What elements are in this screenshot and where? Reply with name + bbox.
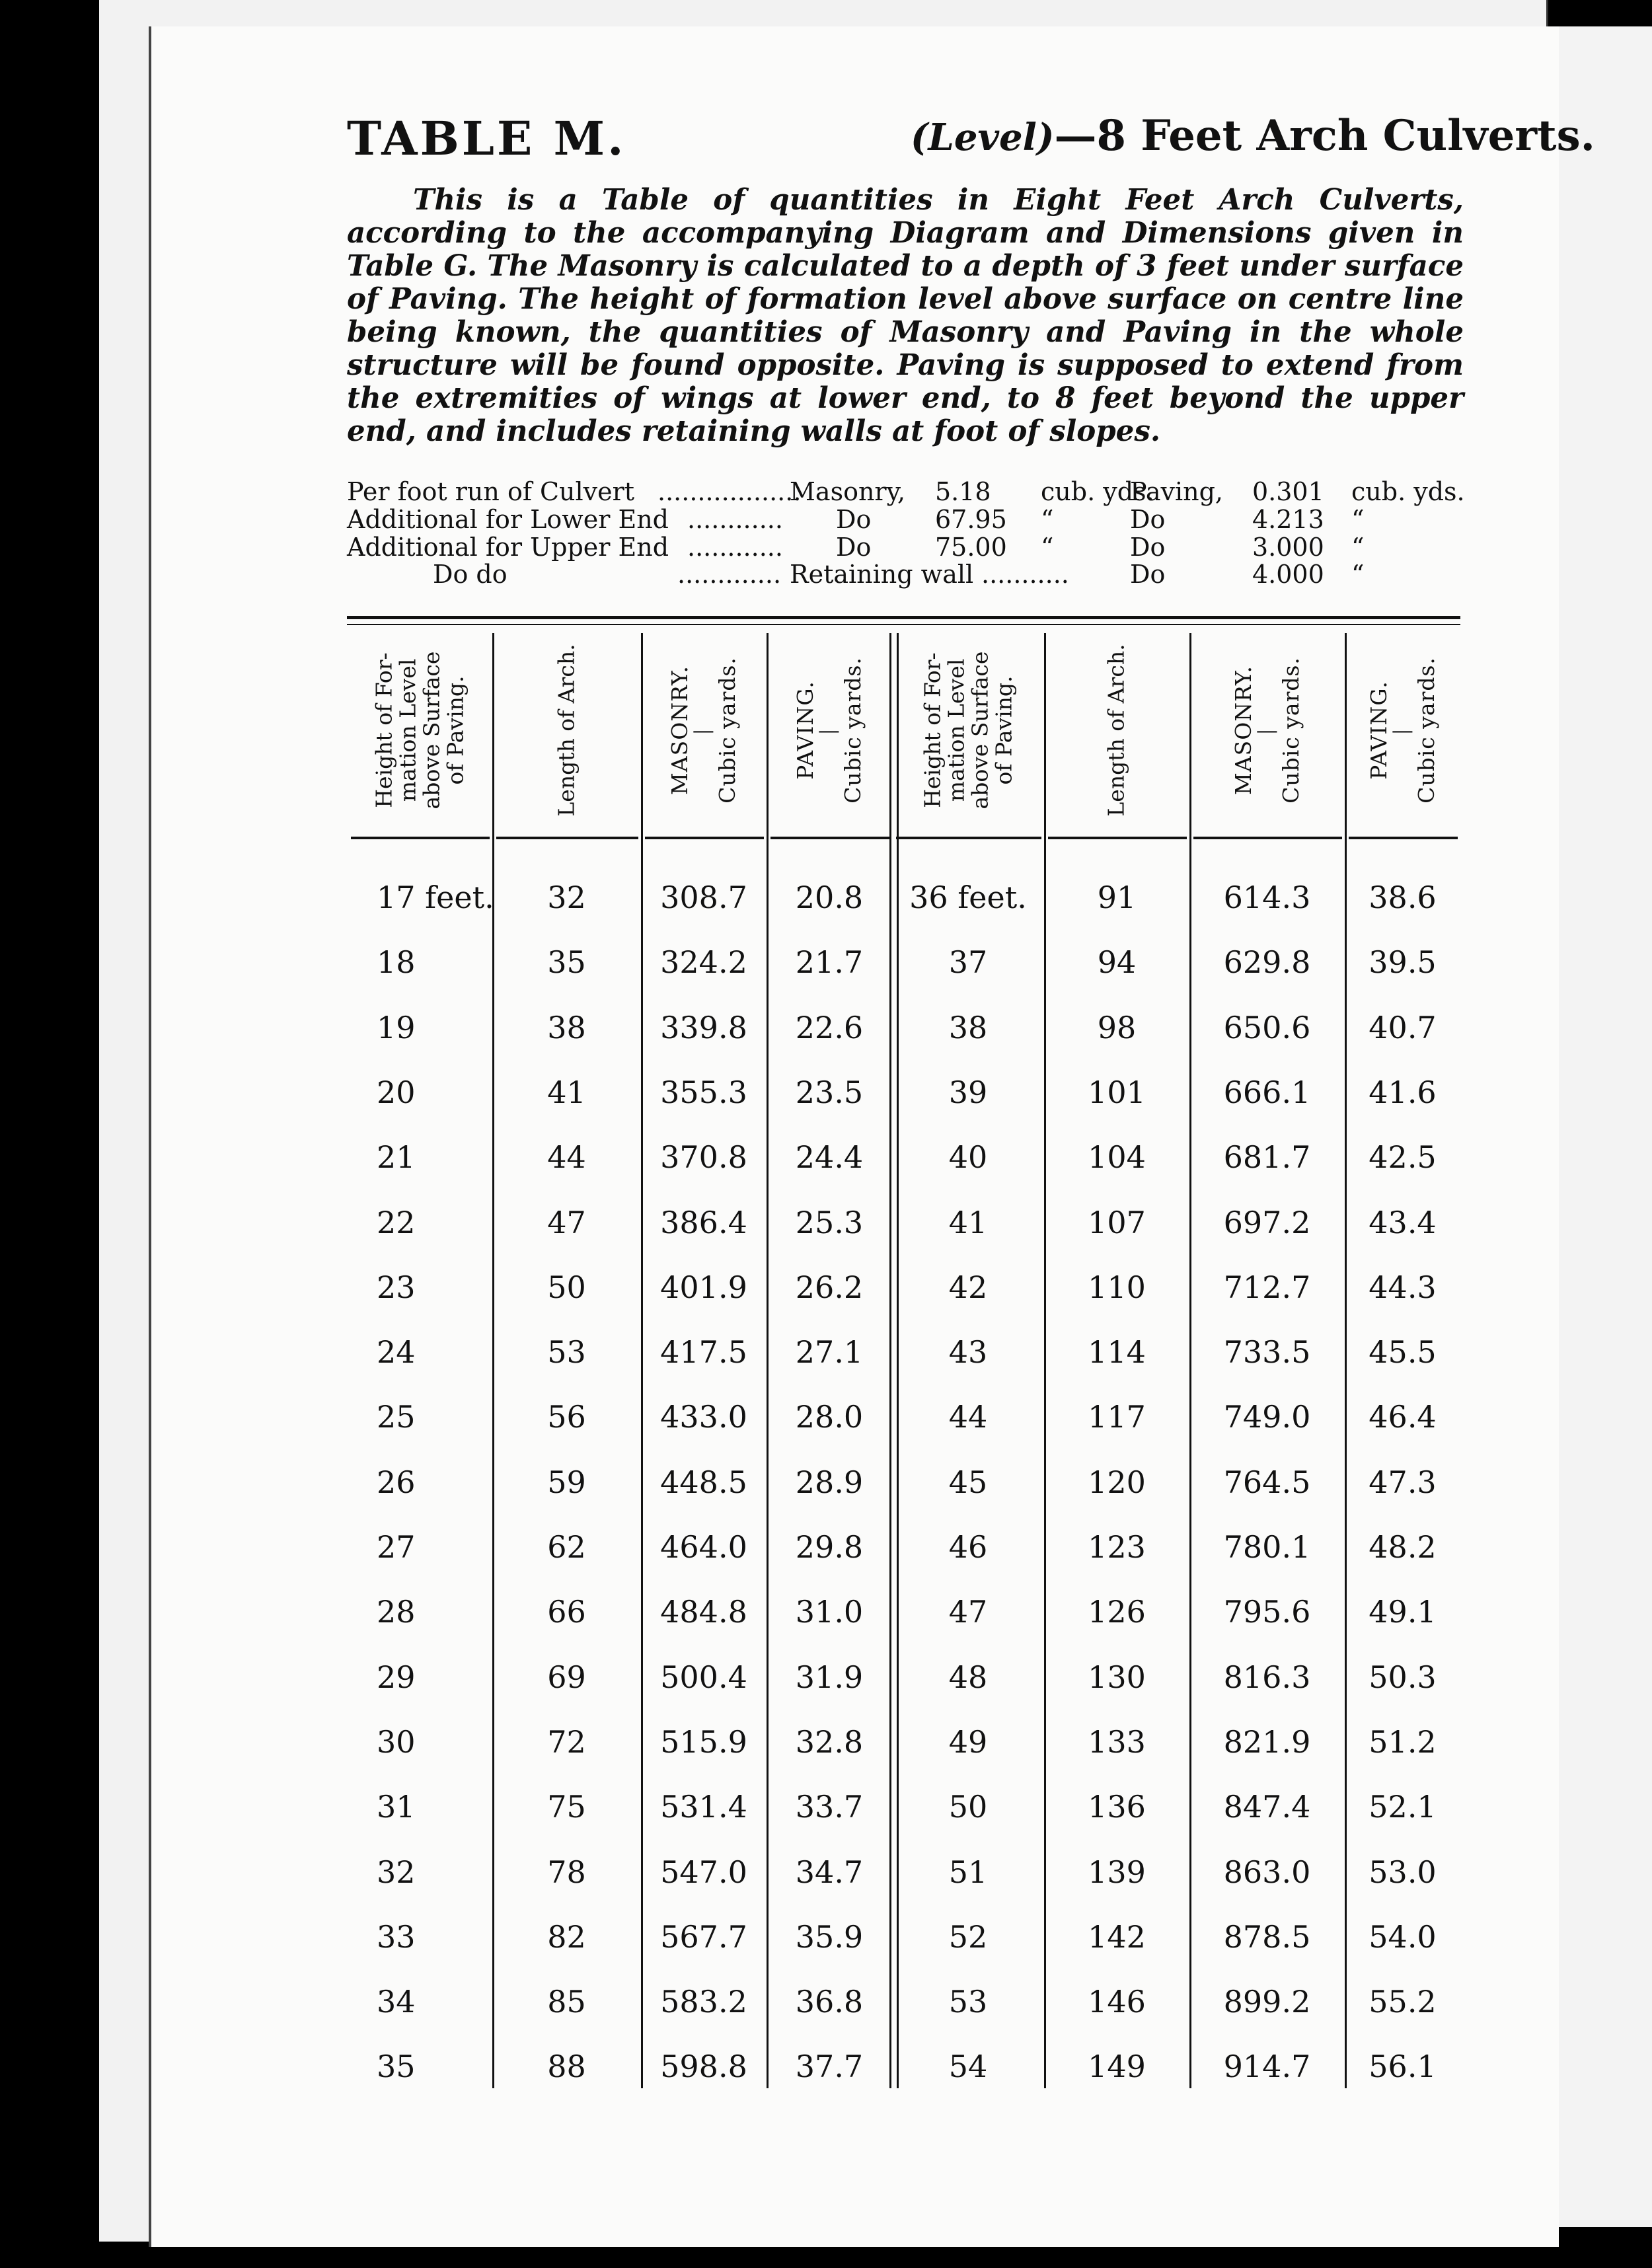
- height-cell: 41: [948, 1204, 988, 1240]
- height-cell: 49: [948, 1723, 988, 1760]
- facing-page-edge: [1553, 26, 1652, 2227]
- masonry-cell: 847.4: [1223, 1789, 1311, 1825]
- masonry-cell: 697.2: [1223, 1204, 1311, 1240]
- quantity-punit: cub. yds.: [1351, 477, 1465, 506]
- length-cell: 62: [547, 1529, 586, 1565]
- length-cell: 69: [547, 1659, 586, 1695]
- quantity-plabel: Do: [1130, 533, 1166, 562]
- height-cell: 34: [377, 1984, 416, 2020]
- header-length: [1044, 628, 1189, 833]
- height-cell: 24: [377, 1334, 416, 1371]
- paving-cell: 29.8: [795, 1529, 864, 1565]
- quantity-mlabel: Do: [836, 505, 872, 534]
- masonry-cell: 386.4: [660, 1204, 747, 1240]
- masonry-cell: 370.8: [660, 1139, 747, 1176]
- masonry-cell: 417.5: [660, 1334, 747, 1371]
- length-cell: 94: [1097, 944, 1137, 981]
- height-cell: 51: [948, 1854, 988, 1890]
- masonry-cell: 878.5: [1223, 1918, 1311, 1955]
- length-cell: 120: [1088, 1464, 1146, 1500]
- length-cell: 56: [547, 1399, 586, 1435]
- masonry-cell: 339.8: [660, 1009, 747, 1045]
- header-underline: [496, 837, 638, 839]
- length-cell: 133: [1088, 1723, 1146, 1760]
- table-title: TABLE M.: [347, 111, 626, 166]
- length-cell: 35: [547, 944, 586, 981]
- masonry-cell: 816.3: [1223, 1659, 1311, 1695]
- quantity-mvalue: 67.95: [935, 505, 1007, 534]
- quantity-mlabel: Do: [836, 533, 872, 562]
- length-cell: 59: [547, 1464, 586, 1500]
- masonry-cell: 515.9: [660, 1723, 747, 1760]
- masonry-cell: 899.2: [1223, 1984, 1311, 2020]
- masonry-cell: 733.5: [1223, 1334, 1311, 1371]
- paving-cell: 38.6: [1369, 880, 1437, 915]
- height-cell: 25: [377, 1399, 416, 1435]
- paving-cell: 23.5: [795, 1074, 864, 1110]
- paving-cell: 41.6: [1369, 1074, 1437, 1110]
- header-underline: [645, 837, 764, 839]
- paving-cell: 54.0: [1369, 1918, 1437, 1955]
- header-dash-label: —: [818, 717, 841, 743]
- header-cubic-label: Cubic yards.: [1413, 657, 1439, 804]
- masonry-cell: 681.7: [1223, 1139, 1311, 1176]
- header-masonry-label: MASONRY.: [1230, 665, 1256, 796]
- paving-cell: 51.2: [1369, 1723, 1437, 1760]
- quantity-line: [347, 477, 1470, 506]
- height-cell: 50: [948, 1789, 988, 1825]
- paving-cell: 22.6: [795, 1009, 864, 1045]
- header-paving: [1345, 628, 1460, 833]
- paving-cell: 31.0: [795, 1594, 864, 1630]
- masonry-cell: 780.1: [1223, 1529, 1311, 1565]
- paving-cell: 27.1: [795, 1334, 864, 1371]
- header-underline: [351, 837, 490, 839]
- height-cell: 29: [377, 1659, 416, 1695]
- height-cell: 17 feet.: [377, 880, 494, 915]
- header-length: [492, 628, 641, 833]
- masonry-cell: 433.0: [660, 1399, 747, 1435]
- paving-cell: 32.8: [795, 1723, 864, 1760]
- length-cell: 44: [547, 1139, 586, 1176]
- masonry-cell: 598.8: [660, 2049, 747, 2085]
- length-cell: 98: [1097, 1009, 1137, 1045]
- quantity-leaders: ..................: [657, 477, 802, 506]
- paving-cell: 20.8: [795, 880, 864, 915]
- quantity-leaders: ............: [687, 505, 783, 534]
- masonry-cell: 531.4: [660, 1789, 747, 1825]
- header-length-text: Length of Arch.: [1104, 644, 1130, 817]
- paving-cell: 49.1: [1369, 1594, 1437, 1630]
- masonry-cell: 464.0: [660, 1529, 747, 1565]
- masonry-cell: 863.0: [1223, 1854, 1311, 1890]
- header-underline: [1349, 837, 1458, 839]
- paving-cell: 55.2: [1369, 1984, 1437, 2020]
- masonry-cell: 484.8: [660, 1594, 747, 1630]
- paving-cell: 31.9: [795, 1659, 864, 1695]
- height-cell: 19: [377, 1009, 416, 1045]
- length-cell: 53: [547, 1334, 586, 1371]
- quantity-mvalue: 5.18: [935, 477, 991, 506]
- quantity-label: Additional for Lower End: [347, 505, 669, 534]
- height-cell: 54: [948, 2049, 988, 2085]
- paving-cell: 47.3: [1369, 1464, 1437, 1500]
- masonry-cell: 914.7: [1223, 2049, 1311, 2085]
- quantity-punit: “: [1351, 560, 1365, 589]
- length-cell: 114: [1088, 1334, 1146, 1371]
- height-cell: 38: [948, 1009, 988, 1045]
- header-underline: [896, 837, 1041, 839]
- height-cell: 18: [377, 944, 416, 981]
- header-height-text: Height of For- mation Level above Surface of Paving.: [371, 651, 468, 810]
- length-cell: 149: [1088, 2049, 1146, 2085]
- height-cell: 45: [948, 1464, 988, 1500]
- quantity-line: [347, 560, 1470, 589]
- paving-cell: 52.1: [1369, 1789, 1437, 1825]
- height-cell: 39: [948, 1074, 988, 1110]
- header-height: [347, 628, 492, 833]
- height-cell: 46: [948, 1529, 988, 1565]
- paving-cell: 50.3: [1369, 1659, 1437, 1695]
- height-cell: 21: [377, 1139, 416, 1176]
- quantity-label: Do do: [433, 560, 507, 589]
- height-cell: 26: [377, 1464, 416, 1500]
- paving-cell: 26.2: [795, 1269, 864, 1305]
- header-cubic-label: Cubic yards.: [840, 657, 866, 804]
- header-masonry-text: [668, 652, 739, 809]
- paving-cell: 25.3: [795, 1204, 864, 1240]
- masonry-cell: 795.6: [1223, 1594, 1311, 1630]
- length-cell: 117: [1088, 1399, 1146, 1435]
- quantity-pvalue: 0.301: [1252, 477, 1324, 506]
- quantity-punit: “: [1351, 533, 1365, 562]
- length-cell: 130: [1088, 1659, 1146, 1695]
- length-cell: 110: [1088, 1269, 1146, 1305]
- masonry-cell: 324.2: [660, 944, 747, 981]
- header-paving-label: PAVING.: [792, 681, 819, 780]
- quantity-mlabel: Masonry,: [790, 477, 906, 506]
- height-cell: 42: [948, 1269, 988, 1305]
- paving-cell: 44.3: [1369, 1269, 1437, 1305]
- quantity-line: [347, 505, 1470, 534]
- table-top-rule: [347, 616, 1460, 619]
- header-height-text: Height of For- mation Level above Surface of Paving.: [919, 651, 1016, 810]
- table-subtitle: [911, 111, 1595, 161]
- masonry-cell: 712.7: [1223, 1269, 1311, 1305]
- header-masonry: [1189, 628, 1345, 833]
- header-paving-text: [794, 652, 865, 809]
- paving-cell: 28.9: [795, 1464, 864, 1500]
- quantity-munit: “: [1041, 533, 1054, 562]
- height-cell: 30: [377, 1723, 416, 1760]
- masonry-cell: 764.5: [1223, 1464, 1311, 1500]
- header-paving-label: PAVING.: [1365, 681, 1392, 780]
- paving-cell: 53.0: [1369, 1854, 1437, 1890]
- intro-paragraph: This is a Table of quantities in Eight Feet Arch Culverts, according to the accompanying Diagram and Dimensions given in Table G. The Masonry is calculated to a depth of 3 feet under surface of Paving. The height of formation level above surface on centre line being known, the quantities of Masonry and Paving in the whole structure will be found opposite. Paving is supposed to extend from the extremities of wings at lower end, to 8 feet beyond the upper end, and includes retaining walls at foot of slopes.: [347, 183, 1464, 448]
- length-cell: 78: [547, 1854, 586, 1890]
- height-cell: 32: [377, 1854, 416, 1890]
- header-length-text: Length of Arch.: [553, 644, 580, 817]
- masonry-cell: 547.0: [660, 1854, 747, 1890]
- header-underline: [1193, 837, 1342, 839]
- quantity-munit: cub. yds.: [1041, 477, 1154, 506]
- masonry-cell: 308.7: [660, 880, 747, 915]
- length-cell: 136: [1088, 1789, 1146, 1825]
- masonry-cell: 749.0: [1223, 1399, 1311, 1435]
- header-dash-label: —: [1391, 717, 1414, 743]
- header-masonry-label: MASONRY.: [667, 665, 693, 796]
- height-cell: 22: [377, 1204, 416, 1240]
- masonry-cell: 355.3: [660, 1074, 747, 1110]
- header-height: [892, 628, 1044, 833]
- height-cell: 36 feet.: [909, 880, 1027, 915]
- quantity-label: Per foot run of Culvert: [347, 477, 635, 506]
- height-cell: 40: [948, 1139, 988, 1176]
- quantity-pvalue: 4.000: [1252, 560, 1324, 589]
- height-cell: 35: [377, 2049, 416, 2085]
- length-cell: 72: [547, 1723, 586, 1760]
- masonry-cell: 821.9: [1223, 1723, 1311, 1760]
- height-cell: 28: [377, 1594, 416, 1630]
- masonry-cell: 448.5: [660, 1464, 747, 1500]
- length-cell: 75: [547, 1789, 586, 1825]
- quantity-label: Additional for Upper End: [347, 533, 669, 562]
- masonry-cell: 650.6: [1223, 1009, 1311, 1045]
- quantity-punit: “: [1351, 505, 1365, 534]
- height-cell: 44: [948, 1399, 988, 1435]
- table-top-rule-thin: [347, 624, 1460, 625]
- header-paving-text: [1367, 652, 1439, 809]
- masonry-cell: 614.3: [1223, 880, 1311, 915]
- paving-cell: 24.4: [795, 1139, 864, 1176]
- quantity-plabel: Paving,: [1130, 477, 1224, 506]
- height-cell: 27: [377, 1529, 416, 1565]
- masonry-cell: 401.9: [660, 1269, 747, 1305]
- header-cubic-label: Cubic yards.: [1277, 657, 1304, 804]
- paving-cell: 43.4: [1369, 1204, 1437, 1240]
- paving-cell: 34.7: [795, 1854, 864, 1890]
- paving-cell: 48.2: [1369, 1529, 1437, 1565]
- masonry-cell: 666.1: [1223, 1074, 1311, 1110]
- quantity-mvalue: ...........: [981, 560, 1069, 589]
- header-paving: [767, 628, 892, 833]
- quantity-leaders: ............: [687, 533, 783, 562]
- header-underline: [1048, 837, 1187, 839]
- quantity-mlabel: Retaining wall: [790, 560, 974, 589]
- paving-cell: 46.4: [1369, 1399, 1437, 1435]
- length-cell: 41: [547, 1074, 586, 1110]
- masonry-cell: 500.4: [660, 1659, 747, 1695]
- height-cell: 47: [948, 1594, 988, 1630]
- quantity-mvalue: 75.00: [935, 533, 1007, 562]
- masonry-cell: 583.2: [660, 1984, 747, 2020]
- length-cell: 85: [547, 1984, 586, 2020]
- length-cell: 66: [547, 1594, 586, 1630]
- header-masonry: [641, 628, 767, 833]
- length-cell: 32: [547, 880, 586, 915]
- length-cell: 91: [1097, 880, 1137, 915]
- height-cell: 31: [377, 1789, 416, 1825]
- height-cell: 23: [377, 1269, 416, 1305]
- length-cell: 126: [1088, 1594, 1146, 1630]
- height-cell: 48: [948, 1659, 988, 1695]
- height-cell: 33: [377, 1918, 416, 1955]
- quantity-munit: “: [1041, 505, 1054, 534]
- length-cell: 101: [1088, 1074, 1146, 1110]
- length-cell: 123: [1088, 1529, 1146, 1565]
- height-cell: 43: [948, 1334, 988, 1371]
- length-cell: 139: [1088, 1854, 1146, 1890]
- paving-cell: 33.7: [795, 1789, 864, 1825]
- header-masonry-text: [1232, 652, 1303, 809]
- masonry-cell: 567.7: [660, 1918, 747, 1955]
- quantity-plabel: Do: [1130, 505, 1166, 534]
- quantity-plabel: Do: [1130, 560, 1166, 589]
- paving-cell: 28.0: [795, 1399, 864, 1435]
- header-dash-label: —: [1256, 717, 1279, 743]
- length-cell: 104: [1088, 1139, 1146, 1176]
- quantity-pvalue: 4.213: [1252, 505, 1324, 534]
- masonry-cell: 629.8: [1223, 944, 1311, 981]
- height-cell: 37: [948, 944, 988, 981]
- length-cell: 88: [547, 2049, 586, 2085]
- paving-cell: 56.1: [1369, 2049, 1437, 2085]
- subtitle-level: (Level): [911, 116, 1055, 159]
- paving-cell: 37.7: [795, 2049, 864, 2085]
- length-cell: 50: [547, 1269, 586, 1305]
- length-cell: 107: [1088, 1204, 1146, 1240]
- quantity-pvalue: 3.000: [1252, 533, 1324, 562]
- header-underline: [770, 837, 889, 839]
- paving-cell: 21.7: [795, 944, 864, 981]
- height-cell: 52: [948, 1918, 988, 1955]
- length-cell: 82: [547, 1918, 586, 1955]
- paving-cell: 40.7: [1369, 1009, 1437, 1045]
- paving-cell: 39.5: [1369, 944, 1437, 981]
- subtitle-text: —8 Feet Arch Culverts.: [1054, 111, 1595, 161]
- paving-cell: 45.5: [1369, 1334, 1437, 1371]
- paving-cell: 42.5: [1369, 1139, 1437, 1176]
- quantity-line: [347, 533, 1470, 562]
- length-cell: 47: [547, 1204, 586, 1240]
- paving-cell: 36.8: [795, 1984, 864, 2020]
- quantity-leaders: .............: [677, 560, 782, 589]
- paving-cell: 35.9: [795, 1918, 864, 1955]
- length-cell: 146: [1088, 1984, 1146, 2020]
- height-cell: 20: [377, 1074, 416, 1110]
- length-cell: 142: [1088, 1918, 1146, 1955]
- height-cell: 53: [948, 1984, 988, 2020]
- length-cell: 38: [547, 1009, 586, 1045]
- header-cubic-label: Cubic yards.: [714, 657, 741, 804]
- header-dash-label: —: [693, 717, 716, 743]
